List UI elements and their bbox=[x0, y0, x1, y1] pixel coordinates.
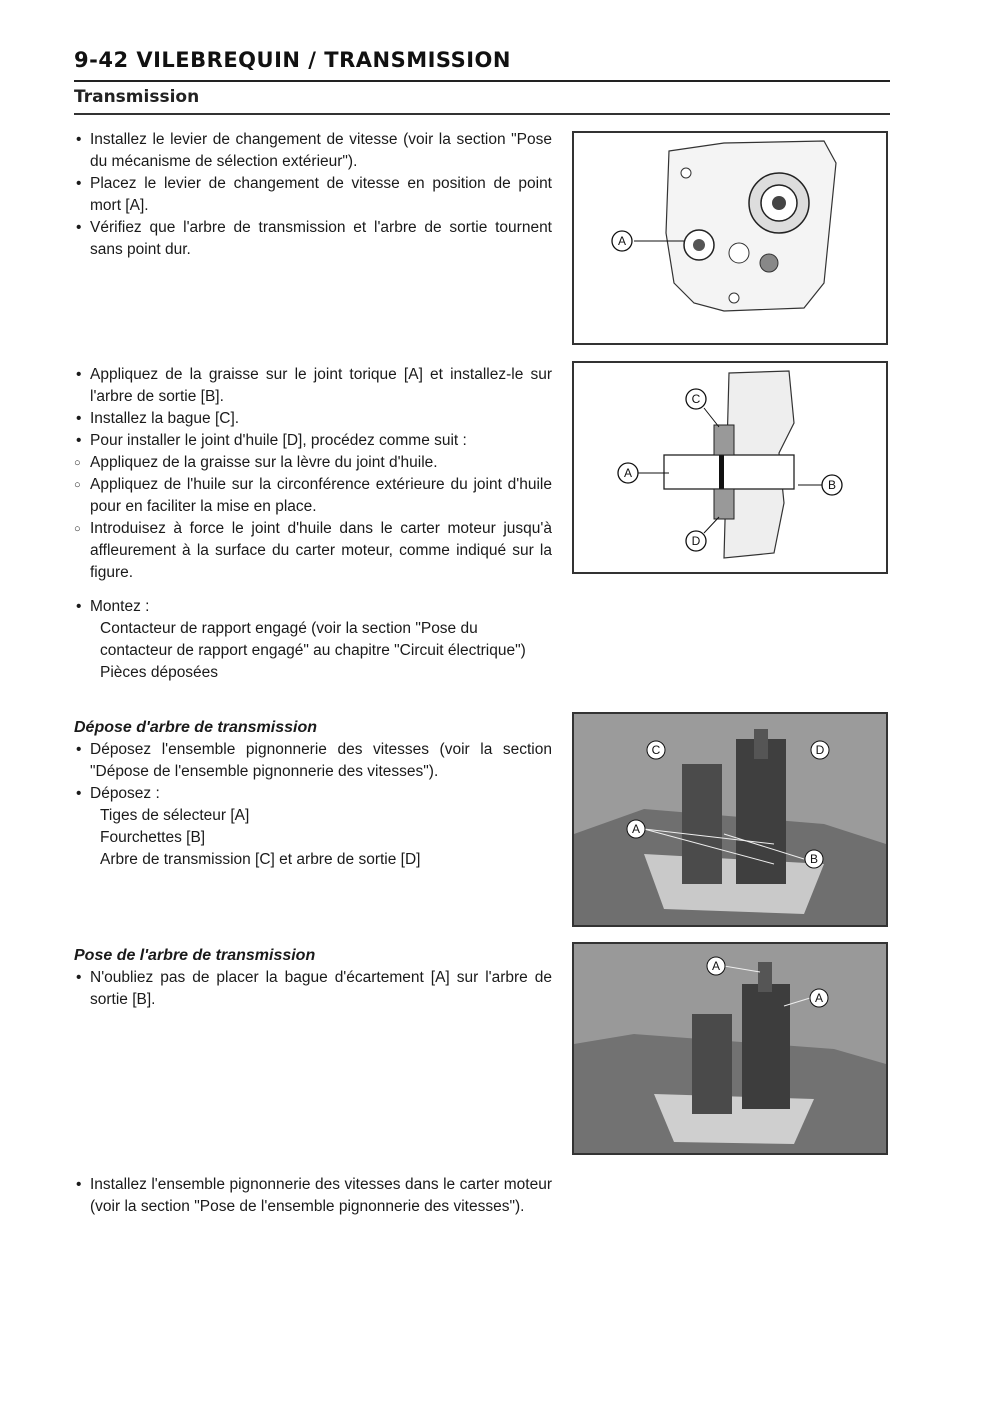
text-block-2 bbox=[74, 364, 552, 584]
item-text: Placez le levier de changement de vitesse en position de point mort [A]. bbox=[90, 175, 552, 214]
bolt-hole-shape bbox=[729, 293, 739, 303]
figure-photo-shaft-install bbox=[572, 942, 888, 1155]
figure-photo-shaft-removal bbox=[572, 712, 888, 927]
callout-label: C bbox=[651, 743, 661, 757]
list-item bbox=[74, 173, 552, 217]
item-text: Installez le levier de changement de vitesse (voir la section "Pose du mécanisme de sélection extérieur"). bbox=[90, 131, 552, 170]
gear-stack-shape bbox=[736, 739, 786, 884]
list-item bbox=[74, 129, 552, 173]
sub-item bbox=[74, 518, 552, 584]
item-text: Appliquez de la graisse sur la lèvre du joint d'huile. bbox=[90, 454, 438, 471]
item-text: Déposez : bbox=[90, 785, 160, 802]
oil-seal-shape bbox=[714, 489, 734, 519]
seal-shape bbox=[760, 254, 778, 272]
callout-label: D bbox=[691, 534, 701, 548]
list-item bbox=[74, 1174, 552, 1218]
callout-label: B bbox=[827, 478, 837, 492]
item-text: Pour installer le joint d'huile [D], procédez comme suit : bbox=[90, 432, 467, 449]
text-block-3 bbox=[74, 596, 552, 684]
list-item bbox=[74, 217, 552, 261]
text-block-1 bbox=[74, 129, 552, 261]
item-text: Introduisez à force le joint d'huile dans le carter moteur jusqu'à affleurement à la surface du carter moteur, comme indiqué sur la figure. bbox=[90, 520, 552, 581]
callout-label: B bbox=[809, 852, 819, 866]
text-block-5 bbox=[74, 945, 552, 1011]
indented-line: Pièces déposées bbox=[100, 664, 219, 681]
photo-removal bbox=[574, 714, 886, 925]
item-text: Déposez l'ensemble pignonnerie des vitesses (voir la section "Dépose de l'ensemble pignonnerie des vitesses"). bbox=[90, 741, 552, 780]
indented-line: Tiges de sélecteur [A] bbox=[100, 807, 250, 824]
shaft-shape bbox=[758, 962, 772, 992]
collar-shape bbox=[714, 425, 734, 455]
gear-stack-shape bbox=[692, 1014, 732, 1114]
bullet-icon: • bbox=[76, 785, 82, 802]
bullet-icon: • bbox=[76, 175, 82, 192]
shift-drum-hub-shape bbox=[693, 239, 705, 251]
indented-line: Arbre de transmission [C] et arbre de sortie [D] bbox=[100, 851, 421, 868]
base-shape bbox=[644, 854, 824, 914]
item-text: Montez : bbox=[90, 598, 150, 615]
list-item bbox=[74, 739, 552, 783]
leader-line bbox=[704, 517, 719, 533]
item-text: N'oubliez pas de placer la bague d'écartement [A] sur l'arbre de sortie [B]. bbox=[90, 969, 552, 1008]
sub-item bbox=[74, 474, 552, 518]
gear-stack-shape bbox=[682, 764, 722, 884]
sub-bullet-icon: ○ bbox=[74, 523, 81, 535]
callout-label: A bbox=[814, 991, 824, 1005]
section-title: Transmission bbox=[74, 87, 200, 107]
leader-line bbox=[704, 408, 719, 427]
list-item bbox=[74, 596, 552, 618]
callout-label: A bbox=[631, 822, 641, 836]
bullet-icon: • bbox=[76, 219, 82, 236]
indented-line: Contacteur de rapport engagé (voir la section "Pose du contacteur de rapport engagé" au chapitre "Circuit électrique") bbox=[100, 620, 526, 659]
bearing-hub-shape bbox=[772, 196, 786, 210]
callout-label: C bbox=[691, 392, 701, 406]
list-item bbox=[74, 408, 552, 430]
sub-bullet-icon: ○ bbox=[74, 457, 81, 469]
callout-label: A bbox=[617, 234, 627, 248]
figure-output-shaft-seal bbox=[572, 361, 888, 574]
bullet-icon: • bbox=[76, 598, 82, 615]
sub-item bbox=[74, 452, 552, 474]
figure-crankcase-neutral bbox=[572, 131, 888, 345]
list-item bbox=[74, 967, 552, 1011]
text-block-6 bbox=[74, 1174, 552, 1218]
boss-shape bbox=[729, 243, 749, 263]
bullet-icon: • bbox=[76, 741, 82, 758]
subsection-heading: Pose de l'arbre de transmission bbox=[74, 947, 316, 964]
bullet-icon: • bbox=[76, 131, 82, 148]
bullet-icon: • bbox=[76, 1176, 82, 1193]
shaft-shape bbox=[754, 729, 768, 759]
seal-section-drawing bbox=[574, 363, 886, 572]
bullet-icon: • bbox=[76, 366, 82, 383]
photo-install bbox=[574, 944, 886, 1153]
text-block-4 bbox=[74, 717, 552, 871]
item-text: Installez l'ensemble pignonnerie des vitesses dans le carter moteur (voir la section "Pose de l'ensemble pignonnerie des vitesses"). bbox=[90, 1176, 552, 1215]
crankcase-outline bbox=[666, 141, 836, 311]
bullet-icon: • bbox=[76, 432, 82, 449]
page-header bbox=[74, 48, 890, 72]
item-text: Appliquez de la graisse sur le joint torique [A] et installez-le sur l'arbre de sortie [B]. bbox=[90, 366, 552, 405]
item-text: Appliquez de l'huile sur la circonférence extérieure du joint d'huile pour en faciliter la mise en place. bbox=[90, 476, 552, 515]
header-rule bbox=[74, 80, 890, 82]
subsection-heading: Dépose d'arbre de transmission bbox=[74, 719, 317, 736]
callout-label: A bbox=[623, 466, 633, 480]
output-shaft-shape bbox=[664, 455, 794, 489]
list-item bbox=[74, 783, 552, 805]
item-text: Installez la bague [C]. bbox=[90, 410, 240, 427]
section-rule bbox=[74, 113, 890, 115]
list-item bbox=[74, 430, 552, 452]
indented-line: Fourchettes [B] bbox=[100, 829, 206, 846]
bolt-hole-shape bbox=[681, 168, 691, 178]
bullet-icon: • bbox=[76, 410, 82, 427]
page-title: 9-42 VILEBREQUIN / TRANSMISSION bbox=[74, 48, 511, 72]
o-ring-shape bbox=[719, 455, 724, 489]
bullet-icon: • bbox=[76, 969, 82, 986]
callout-label: A bbox=[711, 959, 721, 973]
callout-label: D bbox=[815, 743, 825, 757]
crankcase-drawing bbox=[574, 133, 886, 343]
sub-bullet-icon: ○ bbox=[74, 479, 81, 491]
item-text: Vérifiez que l'arbre de transmission et l'arbre de sortie tournent sans point dur. bbox=[90, 219, 552, 258]
list-item bbox=[74, 364, 552, 408]
gear-stack-shape bbox=[742, 984, 790, 1109]
